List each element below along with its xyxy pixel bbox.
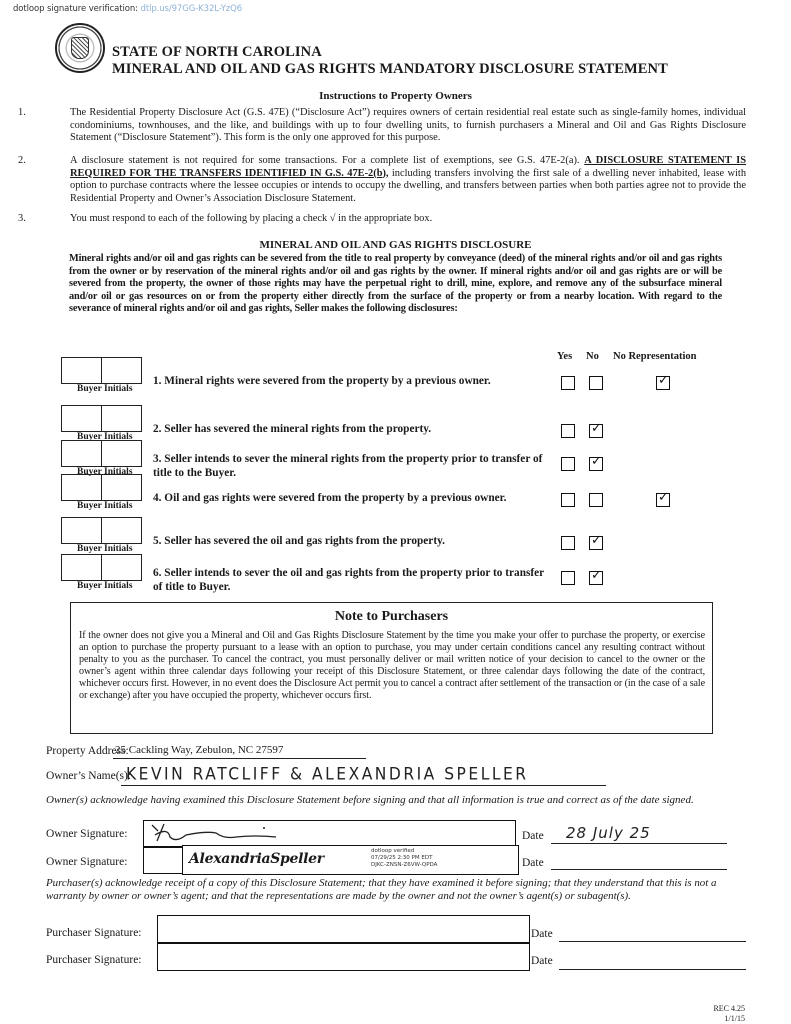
buyer-initials-2 [61,405,143,442]
buyer-initials-1 [61,357,143,394]
buyer-initials-label: Buyer Initials [77,432,133,442]
question-4-no-representation-checkbox[interactable] [656,490,670,507]
checkmark-icon: ✓ [591,568,602,583]
question-2-yes-checkbox[interactable] [561,424,575,438]
owner-date-1-label: Date [522,830,544,842]
state-seal-icon [55,23,105,73]
instruction-item-1: 1. The Residential Property Disclosure Act (G.S. 47E) (“Disclosure Act”) requires owners of certain residential real estate such as single-family homes, individual condominiums, townhouses, and the like, and buildings with up to four dwelling units, to furnish purchasers a Mineral and Oil and Gas Rights Disclosure Statement (“Disclosure Statement”). This form is the only one approved for this purpose. [18,107,746,144]
question-2-text: 2. Seller has severed the mineral rights from the property. [153,423,432,435]
buyer-initials-label: Buyer Initials [77,467,133,477]
buyer-initials-box-2[interactable] [101,474,142,501]
signature-verification [13,4,242,14]
verification-link[interactable]: dtlp.us/97GG-K32L-YzQ6 [140,4,243,14]
question-6-yes-checkbox[interactable] [561,571,575,585]
purchaser-signature-1-label: Purchaser Signature: [46,927,142,939]
column-no-representation: No Representation [613,351,697,362]
column-yes: Yes [557,351,573,362]
checkmark-icon: ✓ [591,454,602,469]
signature-text: AlexandriaSpeller [189,851,324,867]
required-transfers-notice: A DISCLOSURE STATEMENT IS REQUIRED FOR THE TRANSFERS IDENTIFIED IN G.S. 47E-2(b), [70,155,747,179]
buyer-initials-label: Buyer Initials [77,501,133,511]
purchaser-signature-2-field[interactable] [157,943,530,971]
handwritten-signature-icon [146,821,366,847]
question-6-no-checkbox[interactable] [589,568,603,585]
owners-name-label: Owner’s Name(s): [46,770,132,782]
purchaser-acknowledgement: Purchaser(s) acknowledge receipt of a copy of this Disclosure Statement; that they have examined it before signing; that they understand that this is not a warranty by owner or owner’s agent; and that the representations are made by the owner and not the owner’s agent(s) or subagent(s). [46,877,717,902]
checkmark-icon: ✓ [591,533,602,548]
buyer-initials-box-2[interactable] [101,357,142,384]
question-5-yes-checkbox[interactable] [561,536,575,550]
buyer-initials-box-2[interactable] [101,405,142,432]
buyer-initials-box-1[interactable] [61,474,102,501]
instruction-item-2: 2. A disclosure statement is not required for some transactions. For a complete list of exemptions, see G.S. 47E-2(a). A DISCLOSURE STATEMENT IS REQUIRED FOR THE TRANSFERS IDENTIFIED IN G.S. 47E-2(b), including transfers involving the first sale of a dwelling never inhabited, lease with option to purchase contracts where the lessee occupies or intends to occupy the dwelling, and transfers between parties when both parties agree not to provide the Residential Property and Owner’s Association Disclosure Statement. [18,155,747,204]
question-2-no-checkbox[interactable] [589,421,603,438]
purchaser-date-2-field[interactable] [559,955,746,970]
property-address-field[interactable]: 25 Cackling Way, Zebulon, NC 27597 [115,744,284,756]
checkmark-icon: ✓ [658,490,669,505]
question-1-no-checkbox[interactable] [589,376,603,390]
buyer-initials-4 [61,474,143,511]
owner-acknowledgement: Owner(s) acknowledge having examined this Disclosure Statement before signing and that all information is true and correct as of the date signed. [46,794,694,806]
title-line-1: STATE OF NORTH CAROLINA [112,44,322,60]
owner-signature-1-label: Owner Signature: [46,828,128,840]
buyer-initials-box-2[interactable] [101,517,142,544]
buyer-initials-box-1[interactable] [61,357,102,384]
purchaser-date-1-field[interactable] [559,927,746,942]
buyer-initials-3 [61,440,143,477]
dotloop-verification-stamp: dotloop verified 07/29/25 2:30 PM EDT DJKC-ZNSN-Z6VW-QPDA [371,848,438,868]
question-1-text: 1. Mineral rights were severed from the property by a previous owner. [153,375,491,387]
disclosure-heading: MINERAL AND OIL AND GAS RIGHTS DISCLOSURE [259,239,532,251]
buyer-initials-5 [61,517,143,554]
form-revision: 1/1/15 [724,1014,745,1023]
owner-date-2-field[interactable] [551,855,727,870]
question-3-text: 3. Seller intends to sever the mineral rights from the property prior to transfer of title to the Buyer. [153,453,543,479]
document-title [112,44,668,78]
question-4-yes-checkbox[interactable] [561,493,575,507]
purchaser-date-2-label: Date [531,955,553,967]
buyer-initials-box-2[interactable] [101,440,142,467]
buyer-initials-label: Buyer Initials [77,384,133,394]
buyer-initials-box-1[interactable] [61,554,102,581]
question-3-yes-checkbox[interactable] [561,457,575,471]
question-3-no-checkbox[interactable] [589,454,603,471]
note-to-purchasers [70,602,713,734]
question-1-no-representation-checkbox[interactable] [656,373,670,390]
form-footer [713,1004,745,1024]
owner-signature-2-label: Owner Signature: [46,856,128,868]
buyer-initials-box-1[interactable] [61,440,102,467]
question-4-text: 4. Oil and gas rights were severed from the property by a previous owner. [153,492,507,504]
purchaser-signature-1-field[interactable] [157,915,530,943]
question-4-no-checkbox[interactable] [589,493,603,507]
form-number: REC 4.25 [713,1004,745,1013]
note-heading: Note to Purchasers [334,609,449,624]
note-body: If the owner does not give you a Mineral and Oil and Gas Rights Disclosure Statement by the time you make your offer to purchase the property, or exercise an option to purchase the property pursuant to a lease with an option to purchase, you may under certain conditions cancel any resulting contract without penalty to you as the purchaser. To cancel the contract, you must personally deliver or mail written notice of your decision to cancel to the owner or the owner’s agent within three calendar days following your receipt of this Disclosure Statement, or three calendar days following the date of the contract, whichever occurs first. However, in no event does the Disclosure Act permit you to cancel a contract after settlement of the transaction or (in the case of a sale or exchange) after you have occupied the property, whichever occurs first. [79,630,705,702]
buyer-initials-label: Buyer Initials [77,581,133,591]
disclosure-body: Mineral rights and/or oil and gas rights can be severed from the title to real property by conveyance (deed) of the mineral rights and/or oil and gas rights from the owner or by reservation of the mineral rights and/or oil and gas rights by the owner. If mineral rights and/or oil and gas rights are or will be severed from the property, the owner of those rights may have the perpetual right to drill, mine, explore, and remove any of the subsurface mineral and/or oil or gas resources on or from the property either directly from the surface of the property or from a nearby location. With regard to the severance of mineral rights and/or oil and gas rights, Seller makes the following disclosures: [69,253,722,314]
owner-date-2-label: Date [522,857,544,869]
checkmark-icon: ✓ [658,373,669,388]
question-5-text: 5. Seller has severed the oil and gas rights from the property. [153,535,445,547]
owners-name-field[interactable]: KEVIN RATCLIFF & ALEXANDRIA SPELLER [126,764,529,784]
checkmark-icon: ✓ [591,421,602,436]
property-address-label: Property Address: [46,745,129,757]
question-6-text: 6. Seller intends to sever the oil and gas rights from the property prior to transfer of title to Buyer. [153,567,544,593]
title-line-2: MINERAL AND OIL AND GAS RIGHTS MANDATORY DISCLOSURE STATEMENT [112,61,668,77]
buyer-initials-6 [61,554,143,591]
instruction-item-3: 3. You must respond to each of the following by placing a check √ in the appropriate box. [18,213,433,224]
owner-signature-1-field[interactable] [143,820,516,847]
buyer-initials-box-1[interactable] [61,405,102,432]
buyer-initials-box-1[interactable] [61,517,102,544]
instructions-heading: Instructions to Property Owners [319,90,472,102]
column-no: No [586,351,599,362]
buyer-initials-box-2[interactable] [101,554,142,581]
buyer-initials-label: Buyer Initials [77,544,133,554]
dotloop-signature-stamp [182,845,519,875]
owner-date-1-field[interactable]: 28 July 25 [566,824,651,842]
purchaser-date-1-label: Date [531,928,553,940]
purchaser-signature-2-label: Purchaser Signature: [46,954,142,966]
verification-label: dotloop signature verification: [13,4,138,14]
question-1-yes-checkbox[interactable] [561,376,575,390]
question-5-no-checkbox[interactable] [589,533,603,550]
